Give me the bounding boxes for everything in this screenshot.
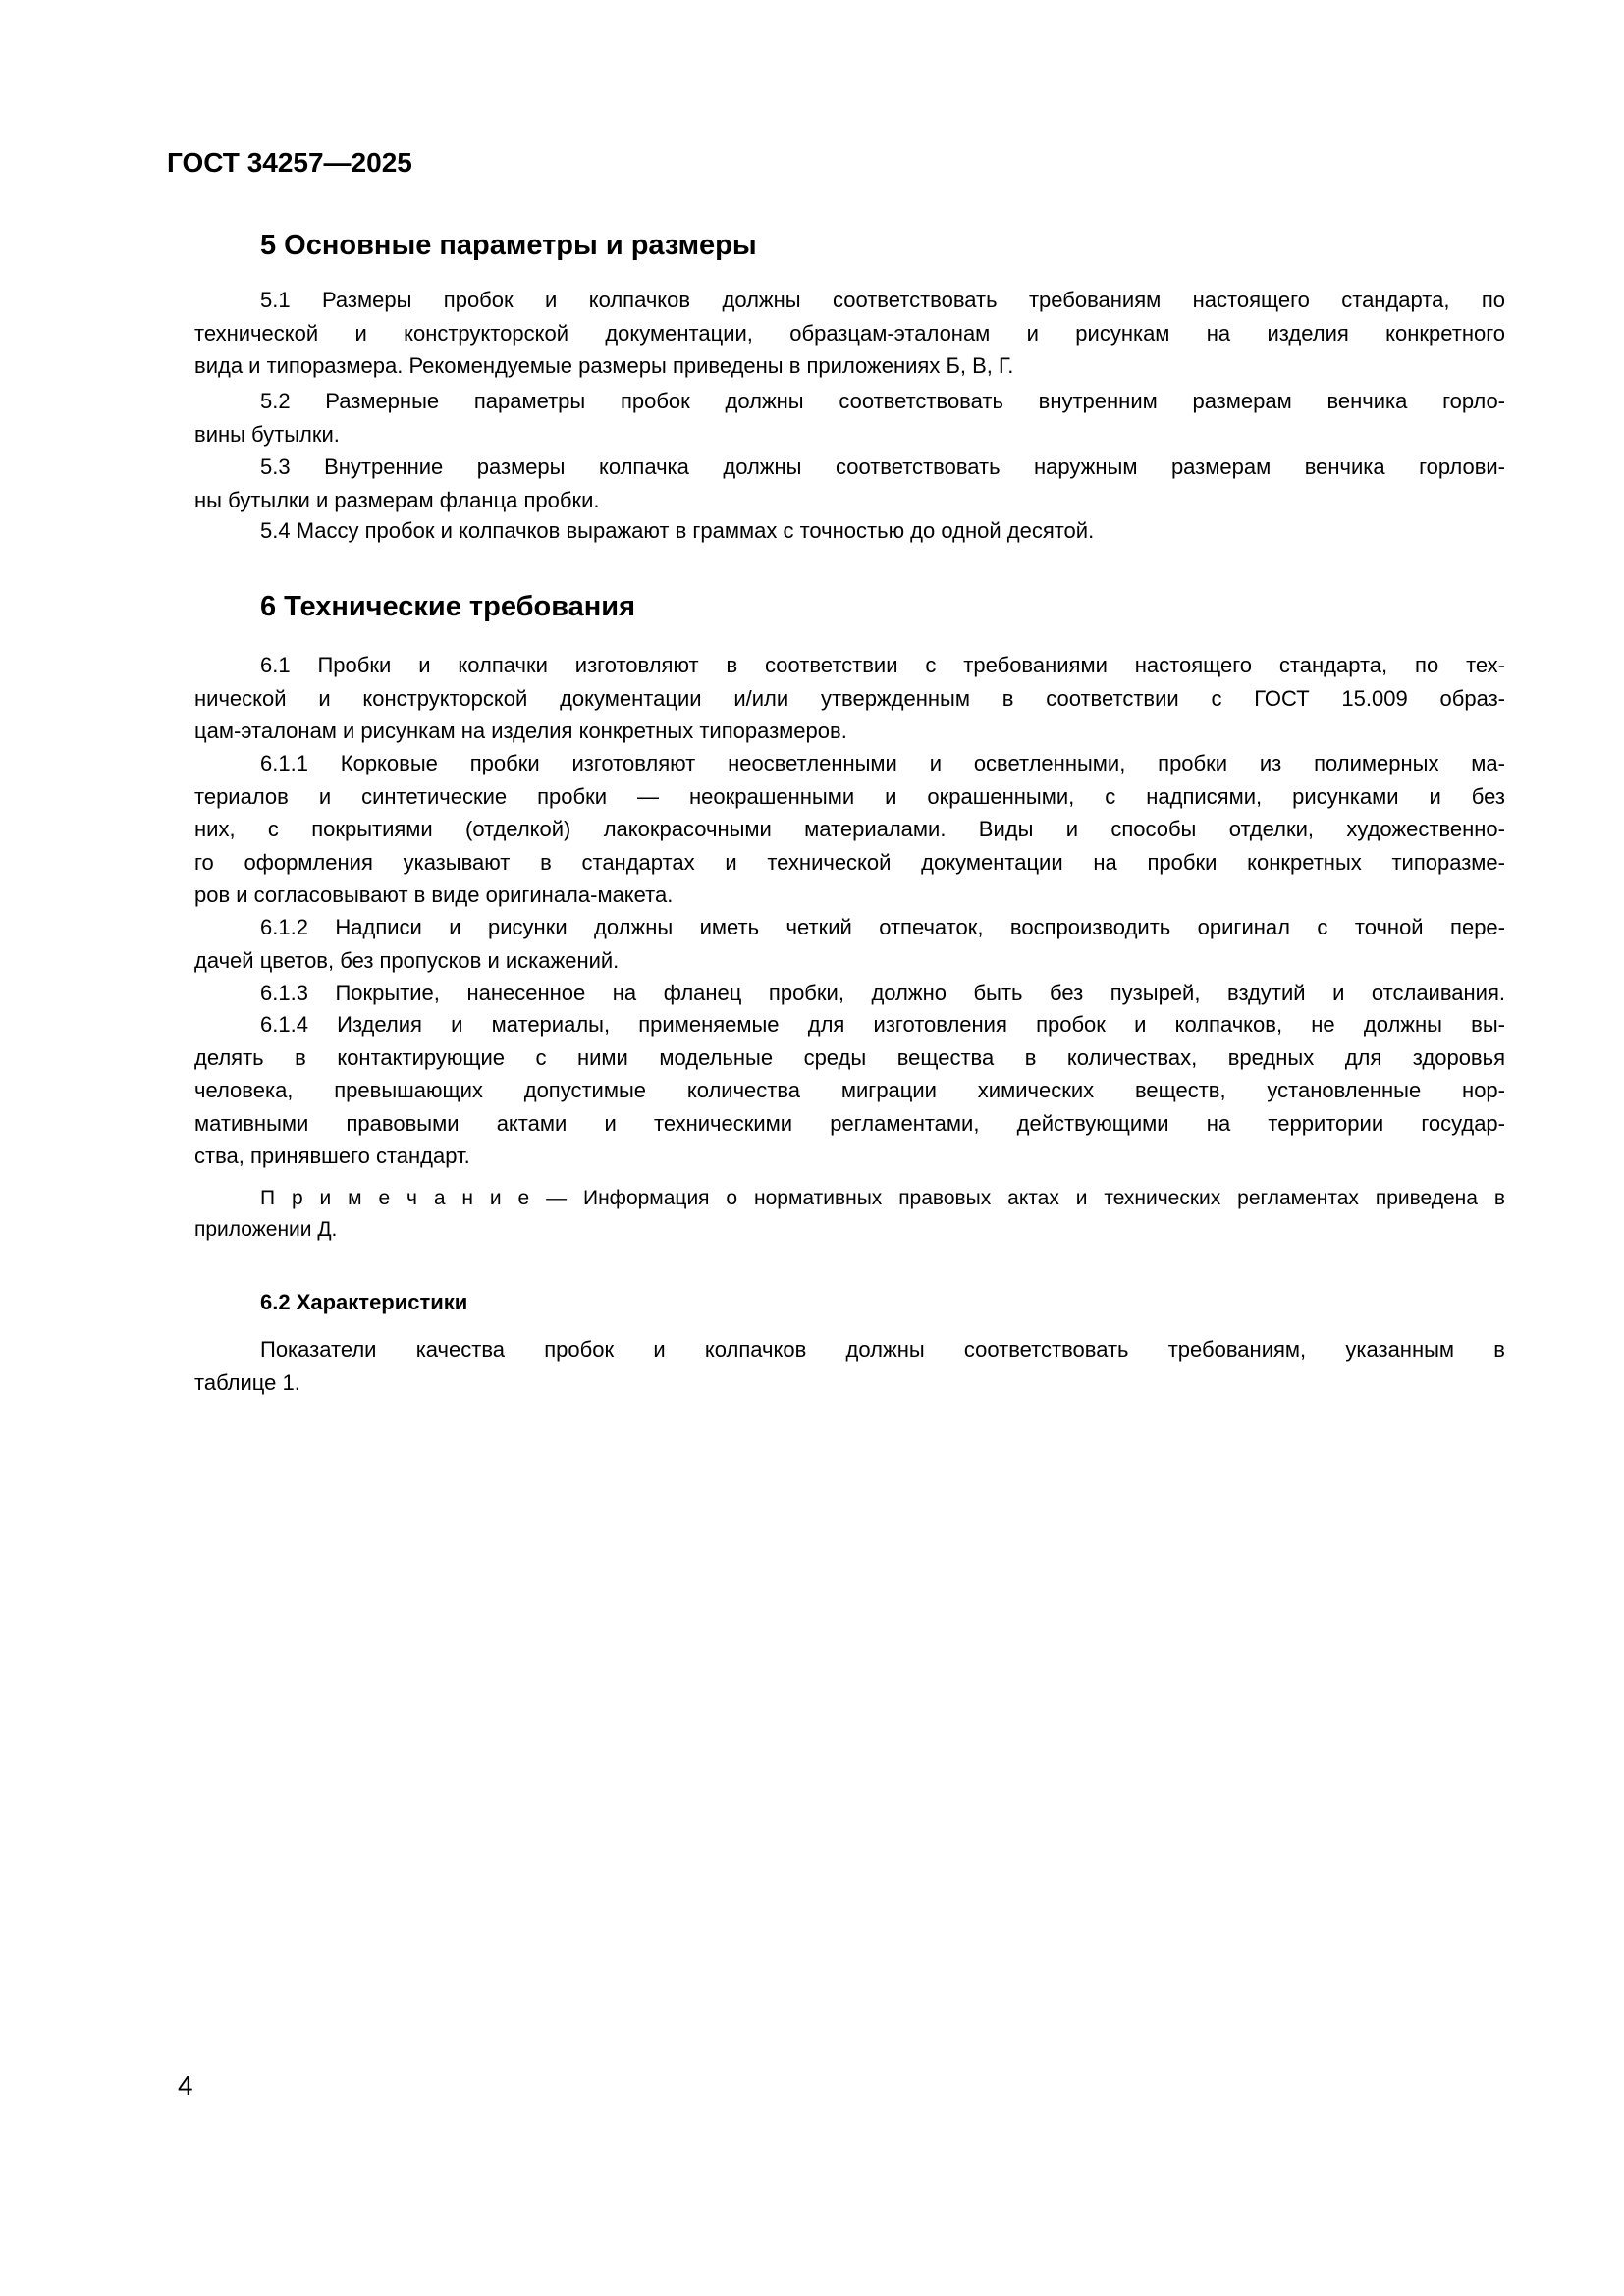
paragraph-line: Показатели качества пробок и колпачков должны соответствовать требованиям, указанным в bbox=[260, 1337, 1505, 1362]
paragraph-line: 5.3 Внутренние размеры колпачка должны соответствовать наружным размерам венчика горлови- bbox=[260, 454, 1505, 479]
subsection-6-2-heading: 6.2 Характеристики bbox=[260, 1290, 468, 1314]
paragraph-line: цам-эталонам и рисункам на изделия конкретных типоразмеров. bbox=[194, 719, 847, 743]
paragraph-line: человека, превышающих допустимые количества миграции химических веществ, установленные нор- bbox=[194, 1078, 1505, 1102]
paragraph-line: вины бутылки. bbox=[194, 421, 340, 447]
paragraph-line: 6.1 Пробки и колпачки изготовляют в соответствии с требованиями настоящего стандарта, по тех- bbox=[260, 653, 1505, 677]
paragraph-line: делять в контактирующие с ними модельные среды вещества в количествах, вредных для здоровья bbox=[194, 1044, 1505, 1070]
paragraph-line: 5.1 Размеры пробок и колпачков должны соответствовать требованиям настоящего стандарта, по bbox=[260, 288, 1505, 312]
paragraph-line: мативными правовыми актами и техническими регламентами, действующими на территории государ- bbox=[194, 1110, 1505, 1136]
paragraph-line: териалов и синтетические пробки — неокрашенными и окрашенными, с надписями, рисунками и без bbox=[194, 783, 1505, 809]
paragraph-line: вида и типоразмера. Рекомендуемые размеры приведены в приложениях Б, В, Г. bbox=[194, 353, 1014, 378]
paragraph-line: 5.4 Массу пробок и колпачков выражают в граммах с точностью до одной десятой. bbox=[260, 518, 1095, 543]
paragraph-6-1-2 bbox=[194, 911, 1505, 977]
paragraph-line: ны бутылки и размерам фланца пробки. bbox=[194, 487, 600, 512]
paragraph-6-1-3 bbox=[194, 977, 1505, 1010]
paragraph-line: 6.1.4 Изделия и материалы, применяемые для изготовления пробок и колпачков, не должны вы- bbox=[260, 1012, 1505, 1037]
paragraph-line: технической и конструкторской документации, образцам-эталонам и рисункам на изделия конкретного bbox=[194, 320, 1505, 346]
paragraph-6-1-4 bbox=[194, 1008, 1505, 1173]
paragraph-line: ров и согласовывают в виде оригинала-макета. bbox=[194, 882, 674, 907]
paragraph-line: 6.1.2 Надписи и рисунки должны иметь четкий отпечаток, воспроизводить оригинал с точной пере- bbox=[260, 915, 1505, 939]
section-6-heading: 6 Технические требования bbox=[260, 591, 636, 622]
paragraph-line: 6.1.1 Корковые пробки изготовляют неосветленными и осветленными, пробки из полимерных ма- bbox=[260, 751, 1505, 775]
paragraph-line: го оформления указывают в стандартах и технической документации на пробки конкретных типоразме- bbox=[194, 849, 1505, 875]
paragraph-5-1 bbox=[194, 284, 1505, 383]
paragraph-line: П р и м е ч а н и е — Информация о нормативных правовых актах и технических регламентах приведена в bbox=[260, 1187, 1505, 1209]
paragraph-5-2 bbox=[194, 385, 1505, 451]
paragraph-5-3 bbox=[194, 451, 1505, 516]
paragraph-6-1 bbox=[194, 649, 1505, 748]
doc-code-header: ГОСТ 34257—2025 bbox=[167, 147, 412, 178]
paragraph-line: дачей цветов, без пропусков и искажений. bbox=[194, 947, 620, 973]
paragraph-6-1-1 bbox=[194, 747, 1505, 912]
paragraph-line: 6.1.3 Покрытие, нанесенное на фланец пробки, должно быть без пузырей, вздутий и отслаивания. bbox=[260, 981, 1505, 1005]
page-number: 4 bbox=[178, 2070, 193, 2101]
paragraph-line: приложении Д. bbox=[194, 1217, 338, 1241]
paragraph-5-4 bbox=[194, 514, 1505, 548]
paragraph-line: нической и конструкторской документации и/или утвержденным в соответствии с ГОСТ 15.009 образ- bbox=[194, 685, 1505, 711]
note-paragraph bbox=[194, 1183, 1505, 1245]
paragraph-line: ства, принявшего стандарт. bbox=[194, 1144, 470, 1168]
paragraph-line: них, с покрытиями (отделкой) лакокрасочными материалами. Виды и способы отделки, художественно- bbox=[194, 817, 1505, 841]
paragraph-line: таблице 1. bbox=[194, 1369, 300, 1395]
paragraph-line: 5.2 Размерные параметры пробок должны соответствовать внутренним размерам венчика горло- bbox=[260, 389, 1505, 413]
section-5-heading: 5 Основные параметры и размеры bbox=[260, 230, 757, 261]
paragraph-6-2 bbox=[194, 1333, 1505, 1399]
